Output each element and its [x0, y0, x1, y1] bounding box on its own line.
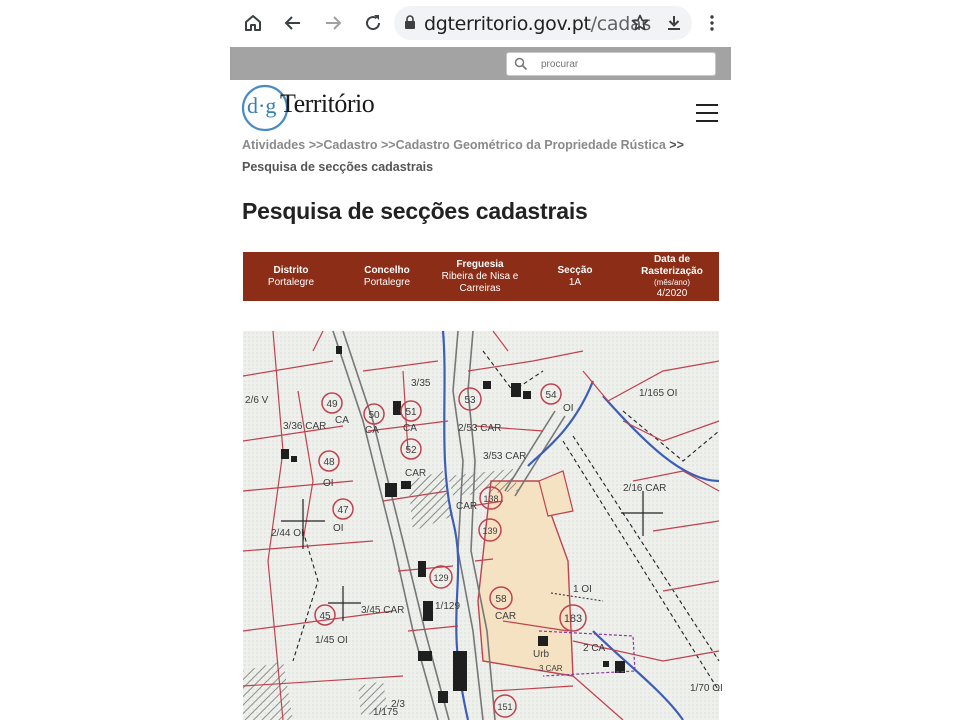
- cadastral-map-image[interactable]: [243, 331, 723, 720]
- parcel-number: 47: [337, 505, 349, 516]
- phone-screen: [230, 0, 731, 720]
- breadcrumb-item-cadastro-geometrico[interactable]: Cadastro Geométrico da Propriedade Rústica: [395, 138, 666, 152]
- parcel-number: 45: [319, 611, 331, 622]
- site-top-bar: [230, 47, 731, 80]
- freguesia-label: Freguesia: [456, 258, 504, 270]
- logo-wordmark: Território: [280, 89, 375, 118]
- back-arrow-icon[interactable]: [278, 8, 308, 38]
- freguesia-cell: [435, 252, 525, 301]
- map-label: OI: [563, 403, 574, 414]
- map-label: CAR: [456, 501, 478, 512]
- site-logo[interactable]: [240, 83, 400, 133]
- distrito-cell: [243, 252, 339, 301]
- map-label: CA: [335, 415, 349, 426]
- seccao-label: Secção: [557, 264, 593, 276]
- concelho-cell: [339, 252, 435, 301]
- map-label: 1/129: [435, 601, 461, 612]
- logo-prefix: d·g: [247, 93, 277, 118]
- distrito-label: Distrito: [273, 264, 309, 276]
- parcel-number: 183: [563, 613, 583, 625]
- map-label: 2/16 CAR: [623, 483, 667, 494]
- map-label: 3/53 CAR: [483, 451, 527, 462]
- breadcrumb-separator: >>: [669, 138, 684, 152]
- more-options-icon[interactable]: [697, 8, 727, 38]
- parcel-number: 52: [405, 445, 417, 456]
- breadcrumb-separator: >>: [308, 138, 324, 152]
- map-label: 1 OI: [573, 584, 592, 595]
- map-label: 3/45 CAR: [361, 605, 405, 616]
- reload-icon[interactable]: [358, 8, 388, 38]
- url-domain: dgterritorio.gov.pt: [424, 13, 591, 35]
- forward-arrow-icon[interactable]: [318, 8, 348, 38]
- map-label: 2/53 CAR: [458, 423, 502, 434]
- parcel-number: 151: [497, 702, 513, 712]
- browser-toolbar: [230, 0, 731, 47]
- breadcrumb-separator: >>: [380, 138, 396, 152]
- breadcrumb-item-cadastro[interactable]: Cadastro: [323, 138, 378, 152]
- url-path: /cadas: [590, 13, 651, 35]
- map-label: CA: [403, 423, 417, 434]
- section-info-table: [243, 252, 719, 301]
- parcel-number: 58: [495, 594, 507, 605]
- concelho-label: Concelho: [364, 264, 410, 276]
- parcel-number: 129: [433, 573, 449, 583]
- map-label: 2/44 OI: [271, 528, 304, 539]
- map-label: 3 CAR: [539, 664, 563, 673]
- map-drawing: [243, 331, 723, 720]
- distrito-value: Portalegre: [267, 276, 315, 288]
- map-label: 1/175: [373, 707, 399, 718]
- map-label: 2 CA: [583, 643, 606, 654]
- hamburger-menu-icon[interactable]: [696, 104, 720, 124]
- map-label: CA: [365, 425, 379, 436]
- data-rasterizacao-label: Data de Rasterização: [641, 253, 703, 277]
- page-title: Pesquisa de secções cadastrais: [242, 198, 588, 224]
- freguesia-value: Ribeira de Nisa e Carreiras: [441, 270, 519, 294]
- map-label: 1/165 OI: [639, 388, 678, 399]
- map-label: Urb: [533, 649, 550, 660]
- parcel-number: 51: [405, 407, 417, 418]
- map-label: 1/70 OI: [690, 683, 723, 694]
- parcel-number: 53: [464, 395, 476, 406]
- search-input[interactable]: [541, 56, 709, 72]
- url-text: [424, 13, 651, 35]
- map-label: 2/6 V: [245, 395, 269, 406]
- map-label: CAR: [405, 468, 427, 479]
- map-label: 1/45 OI: [315, 635, 348, 646]
- parcel-number: 49: [326, 399, 338, 410]
- map-label: 3/36 CAR: [283, 421, 327, 432]
- search-box[interactable]: [506, 52, 716, 76]
- concelho-value: Portalegre: [363, 276, 411, 288]
- parcel-number: 139: [482, 526, 498, 536]
- map-label: 2/3: [391, 699, 405, 710]
- breadcrumb: [242, 134, 722, 178]
- search-icon: [514, 57, 528, 71]
- map-label: OI: [333, 523, 344, 534]
- parcel-number: 138: [483, 494, 499, 504]
- lock-icon: [404, 15, 416, 30]
- breadcrumb-item-atividades[interactable]: Atividades: [242, 138, 306, 152]
- parcel-number: 50: [368, 410, 380, 421]
- map-label: 3/35: [411, 378, 431, 389]
- map-label: CAR: [495, 611, 517, 622]
- seccao-value: 1A: [568, 276, 582, 288]
- parcel-number: 54: [545, 390, 557, 401]
- download-icon[interactable]: [659, 8, 689, 38]
- data-rasterizacao-value: 4/2020: [656, 287, 688, 299]
- seccao-cell: [525, 252, 625, 301]
- data-rasterizacao-cell: [625, 252, 719, 301]
- breadcrumb-current: Pesquisa de secções cadastrais: [242, 160, 434, 174]
- star-icon[interactable]: [625, 8, 655, 38]
- data-rasterizacao-sub: (mês/ano): [653, 277, 690, 287]
- parcel-number: 48: [323, 457, 335, 468]
- home-icon[interactable]: [238, 8, 268, 38]
- map-label: OI: [323, 478, 334, 489]
